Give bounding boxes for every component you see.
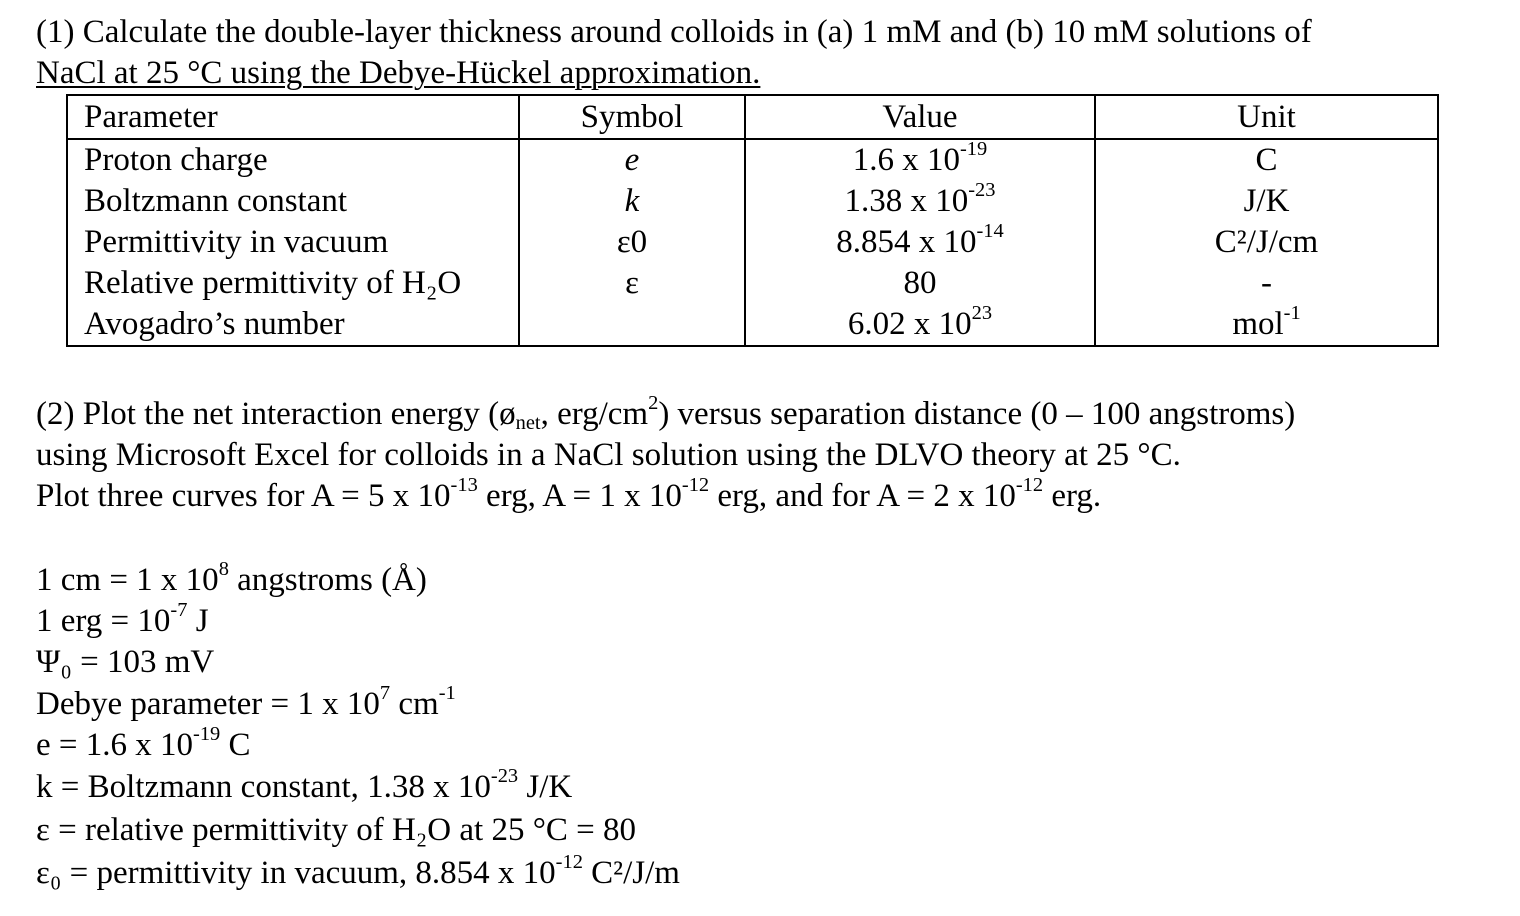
question-2-line-3: Plot three curves for A = 5 x $10^{-13}$ erg, A = 1 x $10^{-12}$ erg, and for A = 2 x $10^{-12}$ erg. <box>36 473 1102 514</box>
param-unit: mol$^{-1}$ <box>1095 304 1438 346</box>
constant-cm-angstrom: 1 cm = 1 x $10^8$ angstroms (Å) <box>36 557 427 598</box>
param-value: 1.38 x $10^{-23}$ <box>745 181 1095 222</box>
constant-debye-parameter: Debye parameter = 1 x $10^7$ $cm^{-1}$ <box>36 681 456 722</box>
param-unit: C²/J/cm <box>1095 222 1438 263</box>
param-symbol: ε0 <box>519 222 745 263</box>
constant-proton-charge: e = 1.6 x $10^{-19}$ C <box>36 722 251 763</box>
param-unit: J/K <box>1095 181 1438 222</box>
constant-relative-permittivity: ε = relative permittivity of H₂O at 25 °C = 80 <box>36 812 637 848</box>
constant-surface-potential: Ψ₀ = 103 mV <box>36 644 215 680</box>
constant-erg-joule: 1 erg = $10^{-7}$ J <box>36 598 209 639</box>
param-value: 6.02 x $10^{23}$ <box>745 304 1095 346</box>
param-symbol: e <box>519 139 745 181</box>
param-unit: - <box>1095 263 1438 304</box>
param-name: Proton charge <box>84 142 268 178</box>
table-row <box>67 304 1438 346</box>
param-symbol <box>519 304 745 346</box>
param-value: 80 <box>745 263 1095 304</box>
param-name: Permittivity in vacuum <box>84 224 389 260</box>
header-unit: Unit <box>1095 95 1438 139</box>
table-row <box>67 139 1438 181</box>
table-row <box>67 222 1438 263</box>
table-row <box>67 181 1438 222</box>
param-value: 8.854 x $10^{-14}$ <box>745 222 1095 263</box>
param-unit: C <box>1095 139 1438 181</box>
question-2-line-2: using Microsoft Excel for colloids in a NaCl solution using the DLVO theory at 25 °C. <box>36 437 1181 473</box>
param-symbol: k <box>519 181 745 222</box>
header-value: Value <box>745 95 1095 139</box>
header-symbol: Symbol <box>519 95 745 139</box>
param-name: Avogadro’s number <box>84 306 345 342</box>
constant-vacuum-permittivity: ε₀ = permittivity in vacuum, 8.854 x $10^{-12}$ C²/J/m <box>36 850 680 891</box>
table-header-row <box>67 95 1438 139</box>
question-1-line-2 <box>36 53 760 93</box>
param-symbol: ε <box>519 263 745 304</box>
question-2-line-1: (2) Plot the net interaction energy ($ø_{net}$, erg/$cm^2$) versus separation distance (0 – 100 angstroms) <box>36 391 1296 435</box>
question-1-line-1: (1) Calculate the double-layer thickness around colloids in (a) 1 mM and (b) 10 mM solutions of <box>36 14 1312 50</box>
param-value: 1.6 x $10^{-19}$ <box>745 139 1095 181</box>
header-parameter: Parameter <box>67 95 519 139</box>
constant-boltzmann: k = Boltzmann constant, 1.38 x $10^{-23}$ J/K <box>36 764 573 805</box>
param-name: Boltzmann constant <box>84 183 348 219</box>
question-1-line-2-text: NaCl at 25 °C using the Debye-Hückel approximation. <box>36 55 761 91</box>
table-row <box>67 263 1438 304</box>
param-name: Relative permittivity of H₂O <box>84 265 462 301</box>
parameter-table <box>66 94 1439 347</box>
